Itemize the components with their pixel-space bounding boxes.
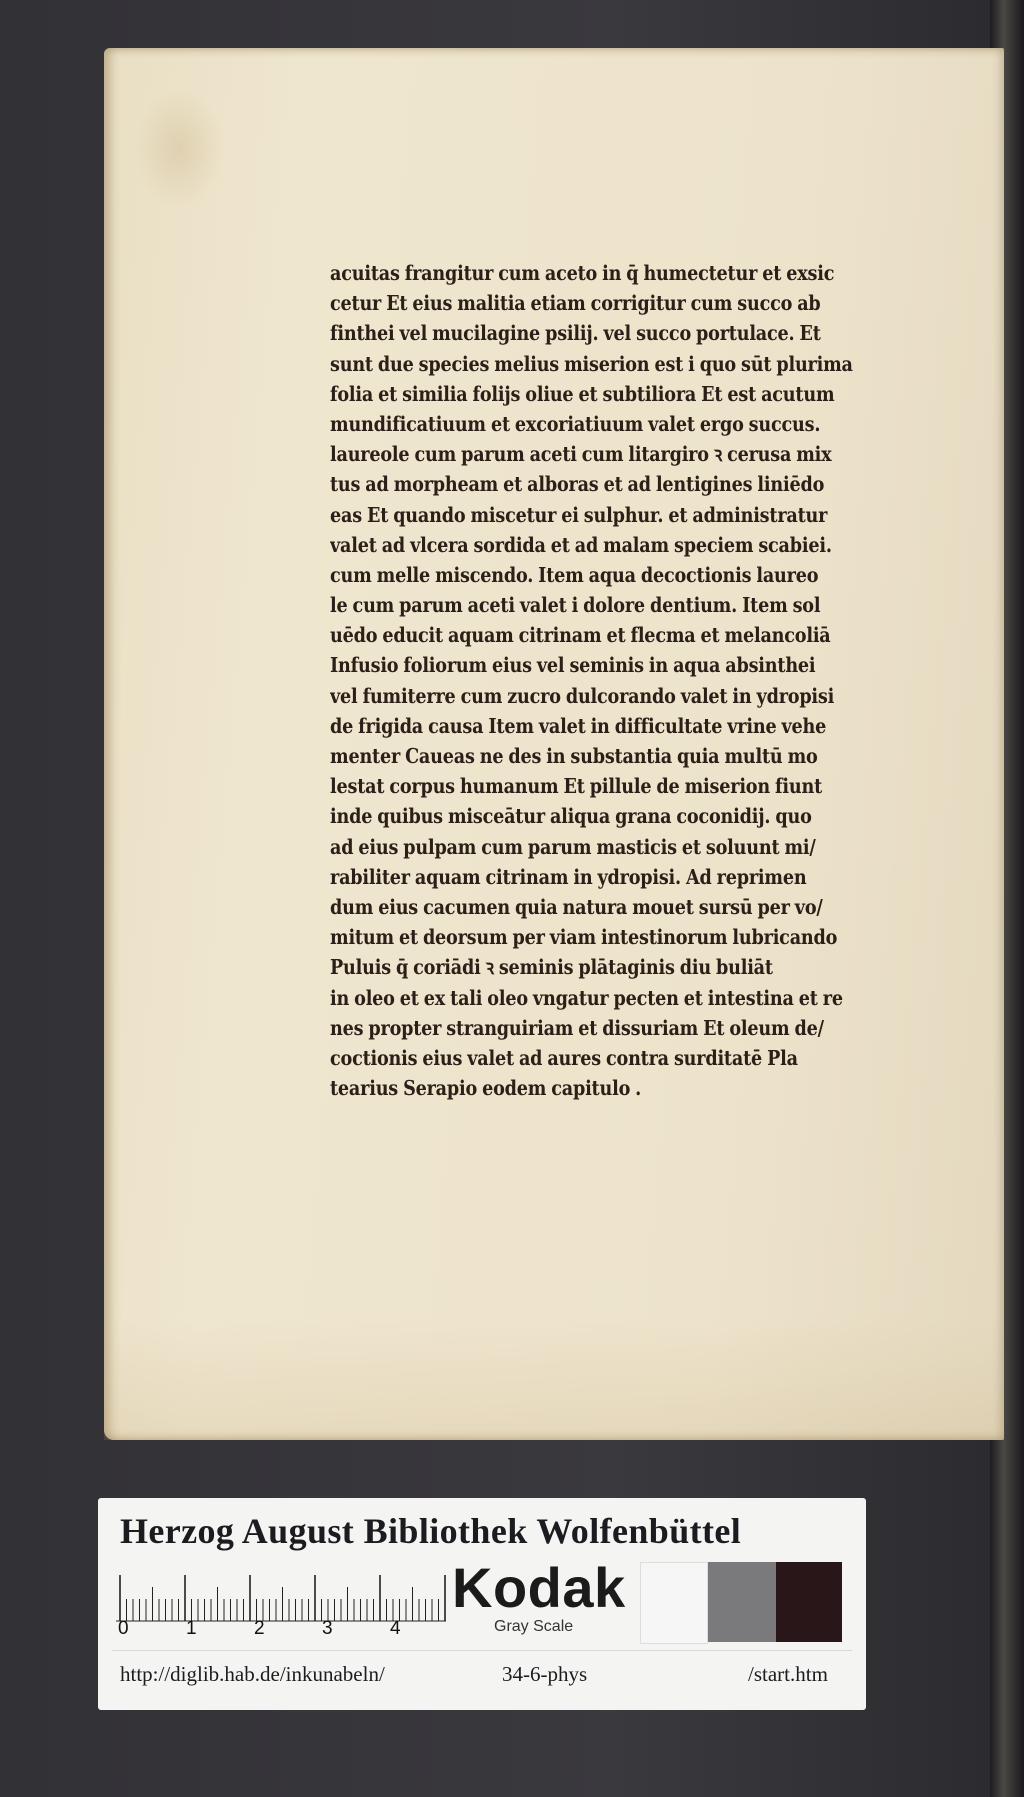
ruler-number: 4 (390, 1618, 401, 1639)
shelfmark: 34-6-phys (502, 1662, 588, 1686)
text-line: Infusio foliorum eius vel seminis in aqua absinthei (330, 653, 816, 678)
text-line: eas Et quando miscetur ei sulphur. et administratur (330, 502, 828, 527)
text-line: sunt due species melius miserion est i quo sūt plurima (330, 351, 853, 376)
text-line: le cum parum aceti valet i dolore dentium. Item sol (330, 593, 821, 618)
text-line: mitum et deorsum per viam intestinorum lubricando (330, 925, 838, 950)
ruler-number: 3 (322, 1618, 333, 1639)
text-line: de frigida causa Item valet in difficultate vrine vehe (330, 713, 827, 738)
start-page-path: /start.htm (748, 1662, 828, 1686)
white-swatch (640, 1562, 708, 1644)
text-line: finthei vel mucilagine psilij. vel succo portulace. Et (330, 321, 821, 346)
incunabulum-text-block (330, 258, 1006, 1158)
text-line: in oleo et ex tali oleo vngatur pecten et intestina et re (330, 985, 843, 1010)
library-name: Herzog August Bibliothek Wolfenbüttel (120, 1511, 742, 1551)
text-line: coctionis eius valet ad aures contra surditatē Pla (330, 1045, 798, 1070)
book-page (104, 48, 1004, 1440)
color-reference-card (98, 1498, 866, 1710)
text-line: vel fumiterre cum zucro dulcorando valet in ydropisi (330, 683, 835, 708)
gray-scale-label: Gray Scale (494, 1618, 574, 1635)
text-line: lestat corpus humanum Et pillule de miserion fiunt (330, 774, 823, 799)
text-line: menter Caueas ne des in substantia quia multū mo (330, 744, 818, 768)
text-line: uēdo educit aquam citrinam et flecma et melancoliā (330, 623, 831, 648)
text-line: valet ad vlcera sordida et ad malam speciem scabiei. (330, 532, 832, 557)
text-line: laureole cum parum aceti cum litargiro ꝛ cerusa mix (330, 442, 832, 467)
card-divider (112, 1650, 852, 1651)
text-line: cetur Et eius malitia etiam corrigitur cum succo ab (330, 291, 821, 316)
text-line: folia et similia folijs oliue et subtiliora Et est acutum (330, 381, 835, 406)
text-line: dum eius cacumen quia natura mouet sursū per vo/ (330, 894, 823, 919)
text-line: ad eius pulpam cum parum masticis et soluunt mi/ (330, 834, 816, 859)
text-line: cum melle miscendo. Item aqua decoctionis laureo (330, 562, 819, 587)
text-line: Puluis q̄ coriādi ꝛ seminis plātaginis diu buliāt (330, 955, 773, 980)
kodak-logo: Kodak (452, 1556, 626, 1619)
text-line: rabiliter aquam citrinam in ydropisi. Ad reprimen (330, 864, 807, 889)
text-line: acuitas frangitur cum aceto in q̄ humectetur et exsic (330, 261, 835, 285)
text-line: tus ad morpheam et alboras et ad lentigines liniēdo (330, 472, 825, 497)
text-line: nes propter stranguiriam et dissuriam Et oleum de/ (330, 1015, 824, 1040)
ruler-number: 0 (118, 1618, 129, 1639)
text-line: inde quibus misceātur aliqua grana coconidij. quo (330, 804, 812, 829)
text-line: tearius Serapio eodem capitulo . (330, 1076, 642, 1101)
ruler-number: 2 (254, 1618, 265, 1639)
catalog-url: http://diglib.hab.de/inkunabeln/ (120, 1662, 385, 1686)
text-line: mundificatiuum et excoriatiuum valet ergo succus. (330, 411, 821, 436)
gray-swatch (708, 1562, 776, 1642)
ruler-scale (116, 1570, 446, 1622)
ruler-number: 1 (186, 1618, 197, 1639)
ruler-ticks (116, 1570, 446, 1622)
black-swatch (776, 1562, 842, 1642)
